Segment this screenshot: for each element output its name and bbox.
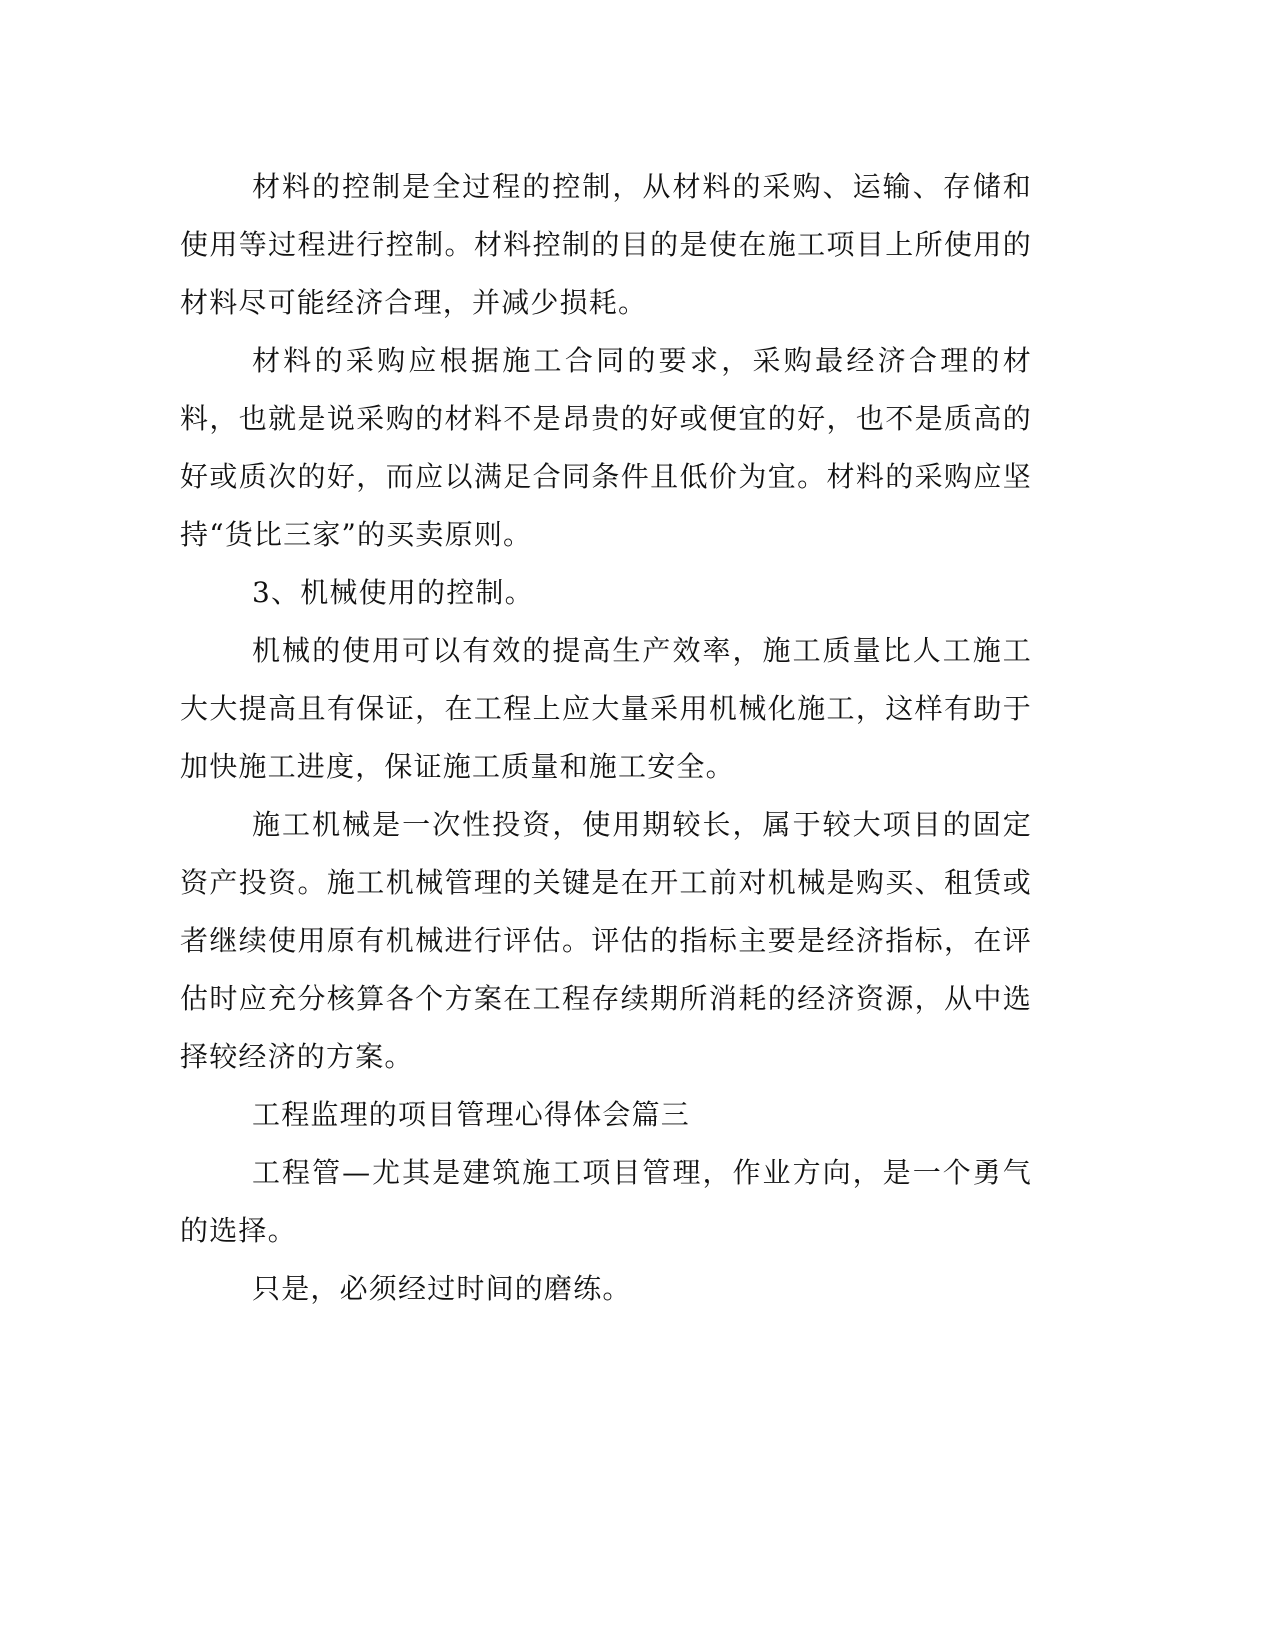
paragraph-material-purchase: 材料的采购应根据施工合同的要求，采购最经济合理的材料，也就是说采购的材料不是昂贵的好或便宜的好，也不是质高的好或质次的好，而应以满足合同条件且低价为宜。材料的采购应坚持“货比三家”的买卖原则。 (180, 344, 1032, 551)
paragraph-machinery-investment: 施工机械是一次性投资，使用期较长，属于较大项目的固定资产投资。施工机械管理的关键是在开工前对机械是购买、租赁或者继续使用原有机械进行评估。评估的指标主要是经济指标，在评估时应充分核算各个方案在工程存续期所消耗的经济资源，从中选择较经济的方案。 (180, 808, 1032, 1073)
section-heading-machinery: 3、机械使用的控制。 (252, 576, 534, 609)
section-title-part-three: 工程监理的项目管理心得体会篇三 (252, 1098, 691, 1131)
document-body (180, 158, 1032, 1318)
paragraph-material-control: 材料的控制是全过程的控制，从材料的采购、运输、存储和使用等过程进行控制。材料控制的目的是使在施工项目上所使用的材料尽可能经济合理，并减少损耗。 (180, 170, 1032, 319)
paragraph-time-tempering: 只是，必须经过时间的磨练。 (252, 1272, 632, 1305)
paragraph-project-management: 工程管—尤其是建筑施工项目管理，作业方向，是一个勇气的选择。 (180, 1156, 1032, 1247)
paragraph-machinery-use: 机械的使用可以有效的提高生产效率，施工质量比人工施工大大提高且有保证，在工程上应大量采用机械化施工，这样有助于加快施工进度，保证施工质量和施工安全。 (180, 634, 1032, 783)
